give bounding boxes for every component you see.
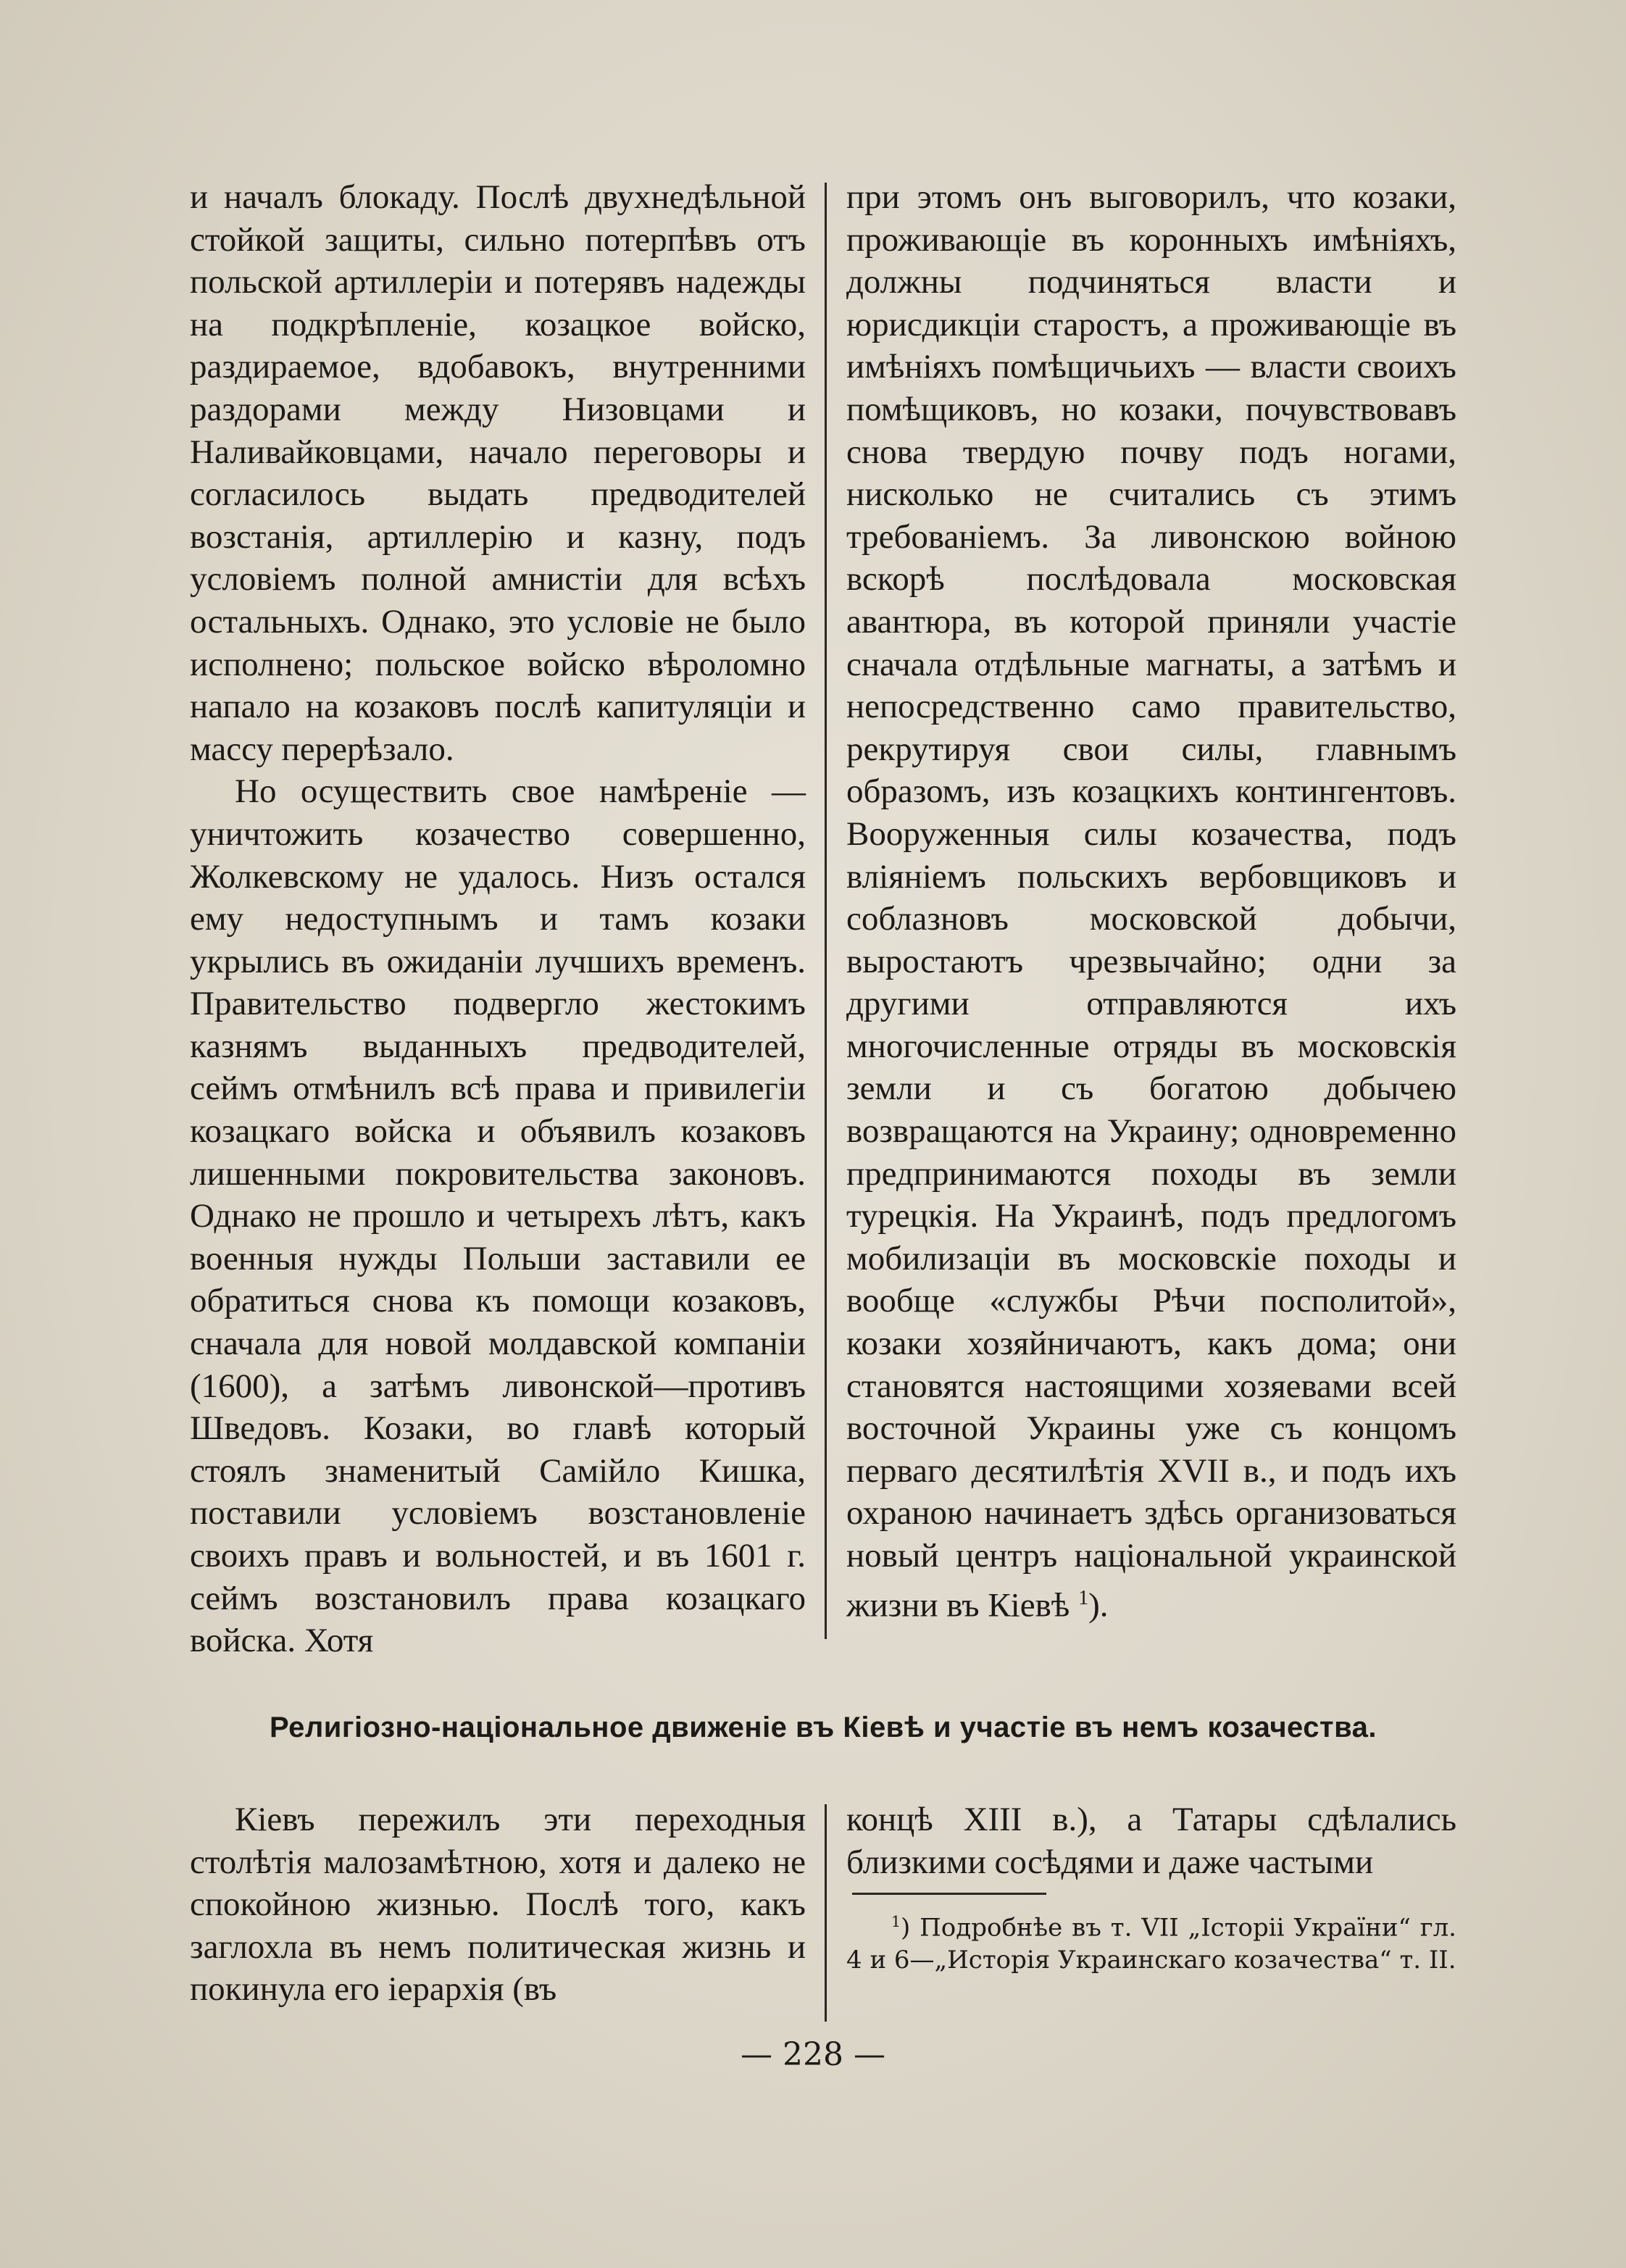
paragraph-text: при этомъ онъ выговорилъ, что козаки, проживающіе въ коронныхъ имѣніяхъ, должны подчиняться власти и юрисдикціи старостъ, а проживающіе въ имѣніяхъ помѣщичьихъ — власти своихъ помѣщиковъ, но козаки, почувствовавъ снова твердую почву подъ ногами, нисколько не считались съ этимъ требованіемъ. За ливонскою войною вскорѣ послѣдовала московская авантюра, въ которой приняли участіе сначала отдѣльные магнаты, а затѣмъ и непосредственно само правительство, рекрутируя свои силы, главнымъ образомъ, изъ козацкихъ контингентовъ. Вооруженныя силы козачества, подъ вліяніемъ польскихъ вербовщиковъ и соблазновъ московской добычи, выростаютъ чрезвычайно; одни за другими отправляются ихъ многочисленные отряды въ московскія земли и съ богатою добычею возвращаются на Украину; одновременно предпринимаются походы въ земли турецкія. На Украинѣ, подъ предлогомъ мобилизаціи въ московскіе походы и вообще «службы Рѣчи посполитой», козаки хозяйничаютъ, какъ дома; они становятся настоящими хозяевами всей восточной Украины уже съ концомъ перваго десятилѣтія XVII в., и подъ ихъ охраною начинаетъ здѣсь организоваться новый центръ національной украинской жизни въ Кіевѣ [846,178,1456,1625]
paragraph: Кіевъ пережилъ эти переходныя столѣтія малозамѣтною, хотя и далеко не спокойною жизнью. Послѣ того, какъ заглохла въ немъ политическая жизнь и покинула его іерархія (въ [190,1801,806,2009]
footnote-mark: 1 [891,1913,901,1930]
section-heading: Религіозно-національное движеніе въ Кіевѣ и участіе въ немъ козачества. [269,1712,1377,1743]
paragraph: Но осуществить свое намѣреніе — уничтожить козачество совершенно, Жолкевскому не удалось. Низъ остался ему недоступнымъ и тамъ козаки укрылись въ ожиданіи лучшихъ временъ. Правительство подвергло жестокимъ казнямъ выданныхъ предводителей, сеймъ отмѣнилъ всѣ права и привилегіи козацкаго войска и объявилъ козаковъ лишенными покровительства законовъ. Однако не прошло и четырехъ лѣтъ, какъ военныя нужды Польши заставили ее обратиться снова къ помощи козаковъ, сначала для новой молдавской компаніи (1600), а затѣмъ ливонской—противъ Шведовъ. Козаки, во главѣ который стоялъ знаменитый Самійло Кишка, поставили условіемъ возстановленіе своихъ правъ и вольностей, и въ 1601 г. сеймъ возстановилъ права козацкаго войска. Хотя [190,772,806,1660]
paragraph: концѣ XIII в.), а Татары сдѣлались близкими сосѣдями и даже частыми [846,1801,1456,1881]
text-column-bottom-left [190,1798,806,2011]
footnote [846,1906,1456,1977]
page-number: — 228 — [741,2036,885,2073]
column-divider [825,183,827,1639]
paragraph [846,176,1456,1627]
text-column-top-left [190,176,806,1662]
column-divider [825,1804,827,2022]
text-column-bottom-right [846,1798,1456,1883]
text-column-top-right [846,176,1456,1627]
paragraph-tail: ). [1088,1586,1109,1625]
footnote-text: ) Подробнѣе въ т. VII „Історіі України“ гл. 4 и 6—„Исторія Украинскаго козачества“ т. II. [846,1913,1456,1975]
footnote-separator [852,1893,1046,1895]
paragraph: и началъ блокаду. Послѣ двухнедѣльной стойкой защиты, сильно потерпѣвъ отъ польской артиллеріи и потерявъ надежды на подкрѣпленіе, козацкое войско, раздираемое, вдобавокъ, внутренними раздорами между Низовцами и Наливайковцами, начало переговоры и согласилось выдать предводителей возстанія, артиллерію и казну, подъ условіемъ полной амнистіи для всѣхъ остальныхъ. Однако, это условіе не было исполнено; польское войско вѣроломно напало на козаковъ послѣ капитуляціи и массу перерѣзало. [190,178,806,768]
footnote-reference: 1 [1078,1586,1089,1609]
